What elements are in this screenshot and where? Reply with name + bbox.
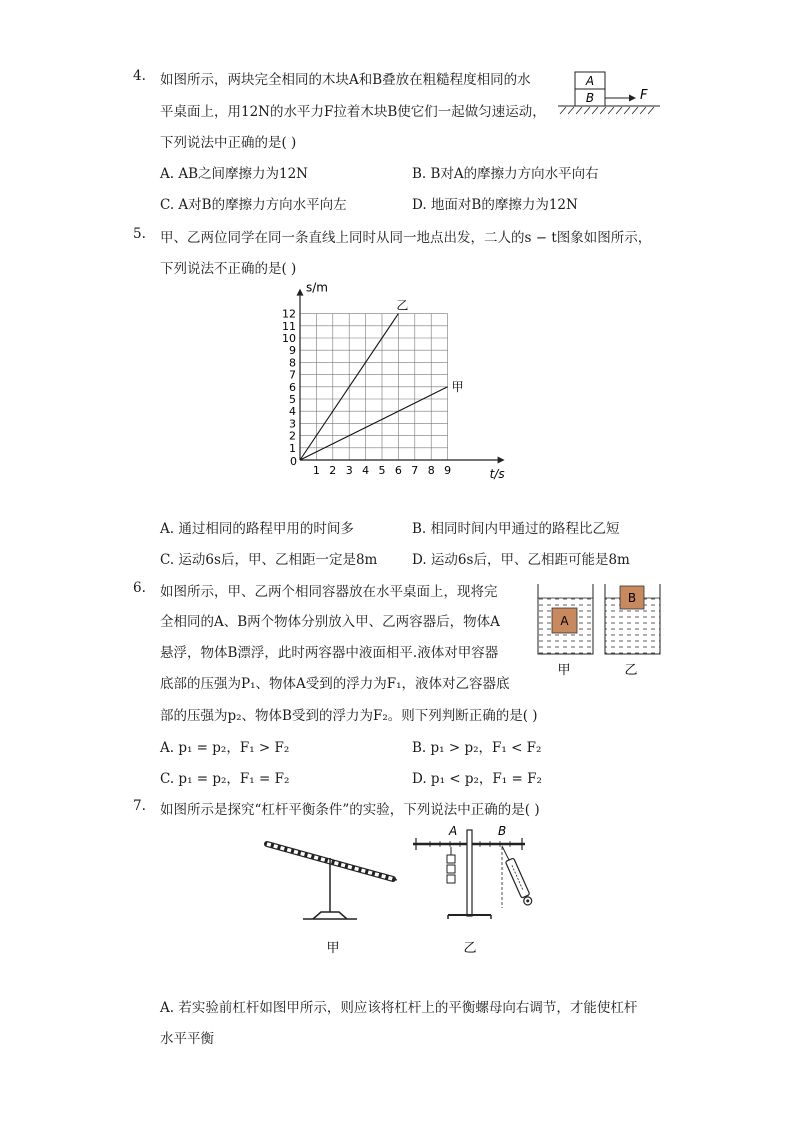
- q6-option-c: C. p₁ = p₂，F₁ = F₂: [160, 771, 290, 787]
- label-yi: 乙: [624, 663, 638, 678]
- q5-option-b: B. 相同时间内甲通过的路程比乙短: [412, 521, 620, 537]
- q4-number: 4.: [133, 68, 146, 84]
- x-tick-label: 8: [427, 464, 435, 477]
- q6-line-4: 底部的压强为P₁、物体A受到的浮力为F₁，液体对乙容器底: [160, 676, 510, 692]
- q6-number: 6.: [133, 580, 146, 596]
- q4-option-a: A. AB之间摩擦力为12N: [160, 166, 308, 182]
- origin-label: 0: [290, 455, 297, 468]
- x-tick-label: 3: [345, 464, 353, 477]
- q6-option-a: A. p₁ = p₂，F₁ > F₂: [160, 740, 290, 756]
- y-tick-label: 9: [289, 344, 296, 358]
- series-label-yi: 乙: [396, 298, 409, 313]
- q6-option-d: D. p₁ < p₂，F₁ = F₂: [412, 771, 542, 787]
- q7-option-a-line-2: 水平平衡: [160, 1031, 214, 1047]
- q5-number: 5.: [133, 226, 146, 242]
- x-axis-label: t/s: [489, 467, 505, 481]
- q6-line-2: 全相同的A、B两个物体分别放入甲、乙两容器后，物体A: [160, 614, 500, 630]
- q6-line-3: 悬浮，物体B漂浮，此时两容器中液面相平.液体对甲容器: [160, 645, 499, 661]
- y-axis-arrow: [297, 289, 304, 296]
- y-tick-label: 2: [289, 429, 296, 443]
- label-jia: 甲: [557, 663, 571, 678]
- q7-lever-figure: [255, 822, 555, 962]
- y-tick-label: 7: [289, 368, 296, 382]
- q5-option-c: C. 运动6s后，甲、乙相距一定是8m: [160, 552, 378, 568]
- lever-point-b: B: [498, 824, 507, 838]
- y-tick-label: 5: [289, 393, 296, 406]
- x-axis-arrow: [498, 457, 505, 464]
- q5-option-d: D. 运动6s后，甲、乙相距可能是8m: [412, 552, 630, 568]
- block-b-label: B: [585, 91, 595, 105]
- q4-option-d: D. 地面对B的摩擦力为12N: [412, 197, 578, 213]
- y-tick-label: 8: [289, 356, 296, 370]
- y-axis-label: s/m: [306, 280, 328, 295]
- x-tick-label: 4: [362, 464, 370, 477]
- q7-line-1: 如图所示是探究“杠杆平衡条件”的实验，下列说法中正确的是( ): [160, 802, 540, 818]
- y-tick-label: 3: [289, 417, 296, 431]
- q5-option-a: A. 通过相同的路程甲用的时间多: [160, 521, 354, 537]
- y-tick-label: 12: [282, 307, 296, 321]
- lever-yi-label: 乙: [463, 941, 477, 956]
- block-a-label: A: [585, 74, 595, 88]
- s-t-chart: [270, 278, 530, 488]
- q4-line-3: 下列说法中正确的是( ): [160, 135, 297, 151]
- q7-number: 7.: [133, 798, 146, 814]
- q4-blocks-figure: [556, 68, 666, 120]
- series-label-jia: 甲: [451, 379, 464, 394]
- q4-option-c: C. A对B的摩擦力方向水平向左: [160, 197, 347, 213]
- ground-hatching: [560, 107, 654, 114]
- x-tick-label: 1: [312, 464, 320, 477]
- q7-option-a-line-1: A. 若实验前杠杆如图甲所示，则应该将杠杆上的平衡螺母向右调节，才能使杠杆: [160, 1000, 638, 1016]
- q6-containers-figure: [530, 578, 665, 680]
- object-b-label: B: [627, 591, 637, 605]
- x-tick-label: 2: [329, 464, 337, 477]
- object-a-label: A: [560, 614, 569, 628]
- q5-line-2: 下列说法不正确的是( ): [160, 261, 297, 277]
- y-tick-label: 10: [282, 332, 296, 345]
- y-tick-label: 11: [282, 319, 296, 333]
- q4-line-1: 如图所示，两块完全相同的木块A和B叠放在粗糙程度相同的水: [160, 72, 531, 88]
- lever-jia: [267, 844, 397, 919]
- y-tick-label: 4: [289, 405, 296, 419]
- lever-yi: [413, 830, 533, 919]
- x-tick-label: 9: [444, 464, 452, 477]
- force-label: F: [640, 88, 648, 103]
- y-tick-label: 1: [289, 441, 296, 455]
- q4-option-b: B. B对A的摩擦力方向水平向右: [412, 166, 599, 182]
- q6-option-b: B. p₁ > p₂，F₁ < F₂: [412, 740, 542, 756]
- y-tick-label: 6: [289, 380, 296, 394]
- x-tick-label: 5: [378, 464, 386, 477]
- lever-jia-label: 甲: [326, 941, 340, 956]
- q6-line-5: 部的压强为p₂、物体B受到的浮力为F₂。则下列判断正确的是( ): [160, 708, 538, 724]
- q6-line-1: 如图所示，甲、乙两个相同容器放在水平桌面上，现将完: [160, 584, 498, 600]
- q5-line-1: 甲、乙两位同学在同一条直线上同时从同一地点出发，二人的s − t图象如图所示，: [160, 230, 652, 246]
- q4-line-2: 平桌面上，用12N的水平力F拉着木块B使它们一起做匀速运动，: [160, 104, 546, 120]
- force-arrowhead: [629, 95, 636, 102]
- x-tick-label: 6: [394, 464, 402, 477]
- lever-point-a: A: [449, 824, 458, 838]
- x-tick-label: 7: [411, 464, 419, 477]
